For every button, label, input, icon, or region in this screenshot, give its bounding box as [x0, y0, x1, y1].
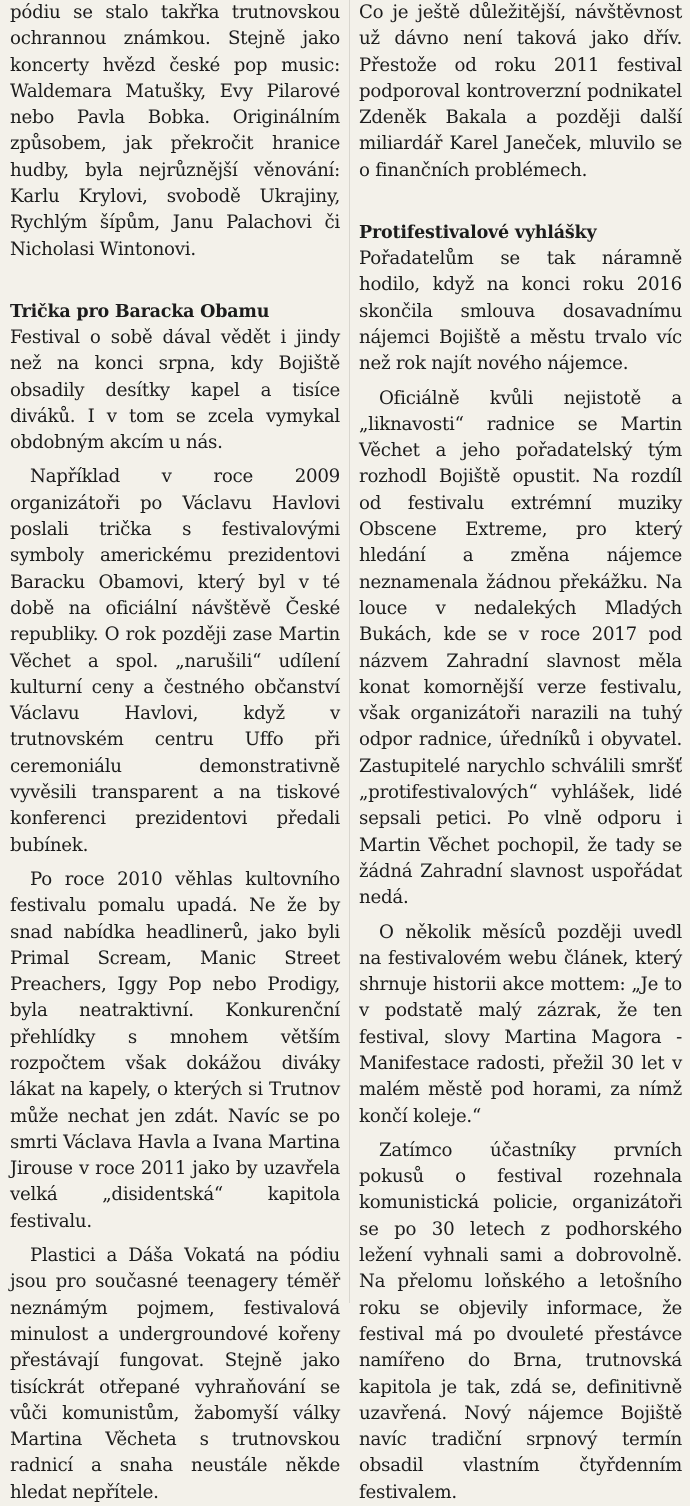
right-column	[359, 0, 682, 1503]
paragraph: Například v roce 2009 organizátoři po Václavu Havlovi poslali trička s festivalovými symboly americkému prezidentovi Baracku Obamovi, který byl v té době na oficiální návštěvě České republiky. O rok později zase Martin Věchet a spol. „narušili“ udílení kulturní ceny a čestného občanství Václavu Havlovi, když v trutnovském centru Uffo při ceremoniálu demonstrativně vyvěsili transparent a na tiskové konferenci prezidentovi předali bubínek.	[10, 466, 340, 856]
left-column	[10, 0, 340, 1503]
section-heading: Trička pro Baracka Obamu	[10, 301, 270, 322]
paragraph: Po roce 2010 věhlas kultovního festivalu pomalu upadá. Ne že by snad nabídka headlinerů, jako byli Primal Scream, Manic Street Preachers, Iggy Pop nebo Prodigy, byla neatraktivní. Konkurenční přehlídky s mnohem větším rozpočtem však dokážou diváky lákat na kapely, o kterých si Trutnov může nechat jen zdát. Navíc se po smrti Václava Havla a Ivana Martina Jirouse v roce 2011 jako by uzavřela velká „disidentská“ kapitola festivalu.	[10, 868, 340, 1232]
paragraph: O několik měsíců později uvedl na festivalovém webu článek, který shrnuje historii akce mottem: „Je to v podstatě malý zázrak, že ten festival, slovy Martina Magora - Manifestace radosti, přežil 30 let v malém městě pod horami, za nímž končí koleje.“	[359, 921, 682, 1127]
column-divider	[349, 0, 350, 1303]
continued-paragraph: Co je ještě důležitější, návštěvnost už dávno není taková jako dřív. Přestože od roku 2011 festival podporoval kontroverzní podnikatel Zdeněk Bakala a později další miliardář Karel Janeček, mluvilo se o finančních problémech.	[359, 2, 682, 181]
paragraph: Zatímco účastníky prvních pokusů o festival rozehnala komunistická policie, organizátoři se po 30 letech z podhorského ležení vyhnali sami a dobrovolně. Na přelomu loňského a letošního roku se objevily informace, že festival má po dvouleté přestávce namířeno do Brna, trutnovská kapitola je tak, zdá se, definitivně uzavřená. Nový nájemce Bojiště navíc tradiční srpnový termín obsadil vlastním čtyřdenním festivalem.	[359, 1139, 682, 1503]
paragraph: Plastici a Dáša Vokatá na pódiu jsou pro současné teenagery téměř neznámým pojmem, festivalová minulost a undergroundové kořeny přestávají fungovat. Stejně jako tisíckrát otřepané vyhraňování se vůči komunistům, žabomyší války Martina Věcheta s trutnovskou radnicí a snaha neustále někde hledat nepřítele.	[10, 1245, 340, 1503]
paragraph: Festival o sobě dával vědět i jindy než na konci srpna, kdy Bojiště obsadily desítky kapel a tisíce diváků. I v tom se zcela vymykal obdobným akcím u nás.	[10, 326, 340, 454]
continued-paragraph: pódiu se stalo takřka trutnovskou ochrannou známkou. Stejně jako koncerty hvězd české pop music: Waldemara Matušky, Evy Pilarové nebo Pavla Bobka. Originálním způsobem, jak překročit hranice hudby, byla nejrůznější věnování: Karlu Krylovi, svobodě Ukrajiny, Rychlým šípům, Janu Palachovi či Nicholasi Wintonovi.	[10, 2, 340, 260]
paragraph: Pořadatelům se tak náramně hodilo, když na konci roku 2016 skončila smlouva dosavadnímu nájemci Bojiště a městu trvalo víc než rok najít nového nájemce.	[359, 248, 682, 375]
paragraph: Oficiálně kvůli nejistotě a „liknavosti“ radnice se Martin Věchet a jeho pořadatelský tým rozhodl Bojiště opustit. Na rozdíl od festivalu extrémní muziky Obscene Extreme, pro který hledání a změna nájemce neznamenala žádnou překážku. Na louce v nedalekých Mladých Bukách, kde se v roce 2017 pod názvem Zahradní slavnost měla konat komornější verze festivalu, však organizátoři narazili na tuhý odpor radnice, úředníků i obyvatel. Zastupitelé narychlo schválili smršť „protifestivalových“ vyhlášek, lidé sepsali petici. Po vlně odporu i Martin Věchet pochopil, že tady se žádná Zahradní slavnost uspořádat nedá.	[359, 387, 682, 909]
section-heading: Protifestivalové vyhlášky	[359, 223, 597, 244]
